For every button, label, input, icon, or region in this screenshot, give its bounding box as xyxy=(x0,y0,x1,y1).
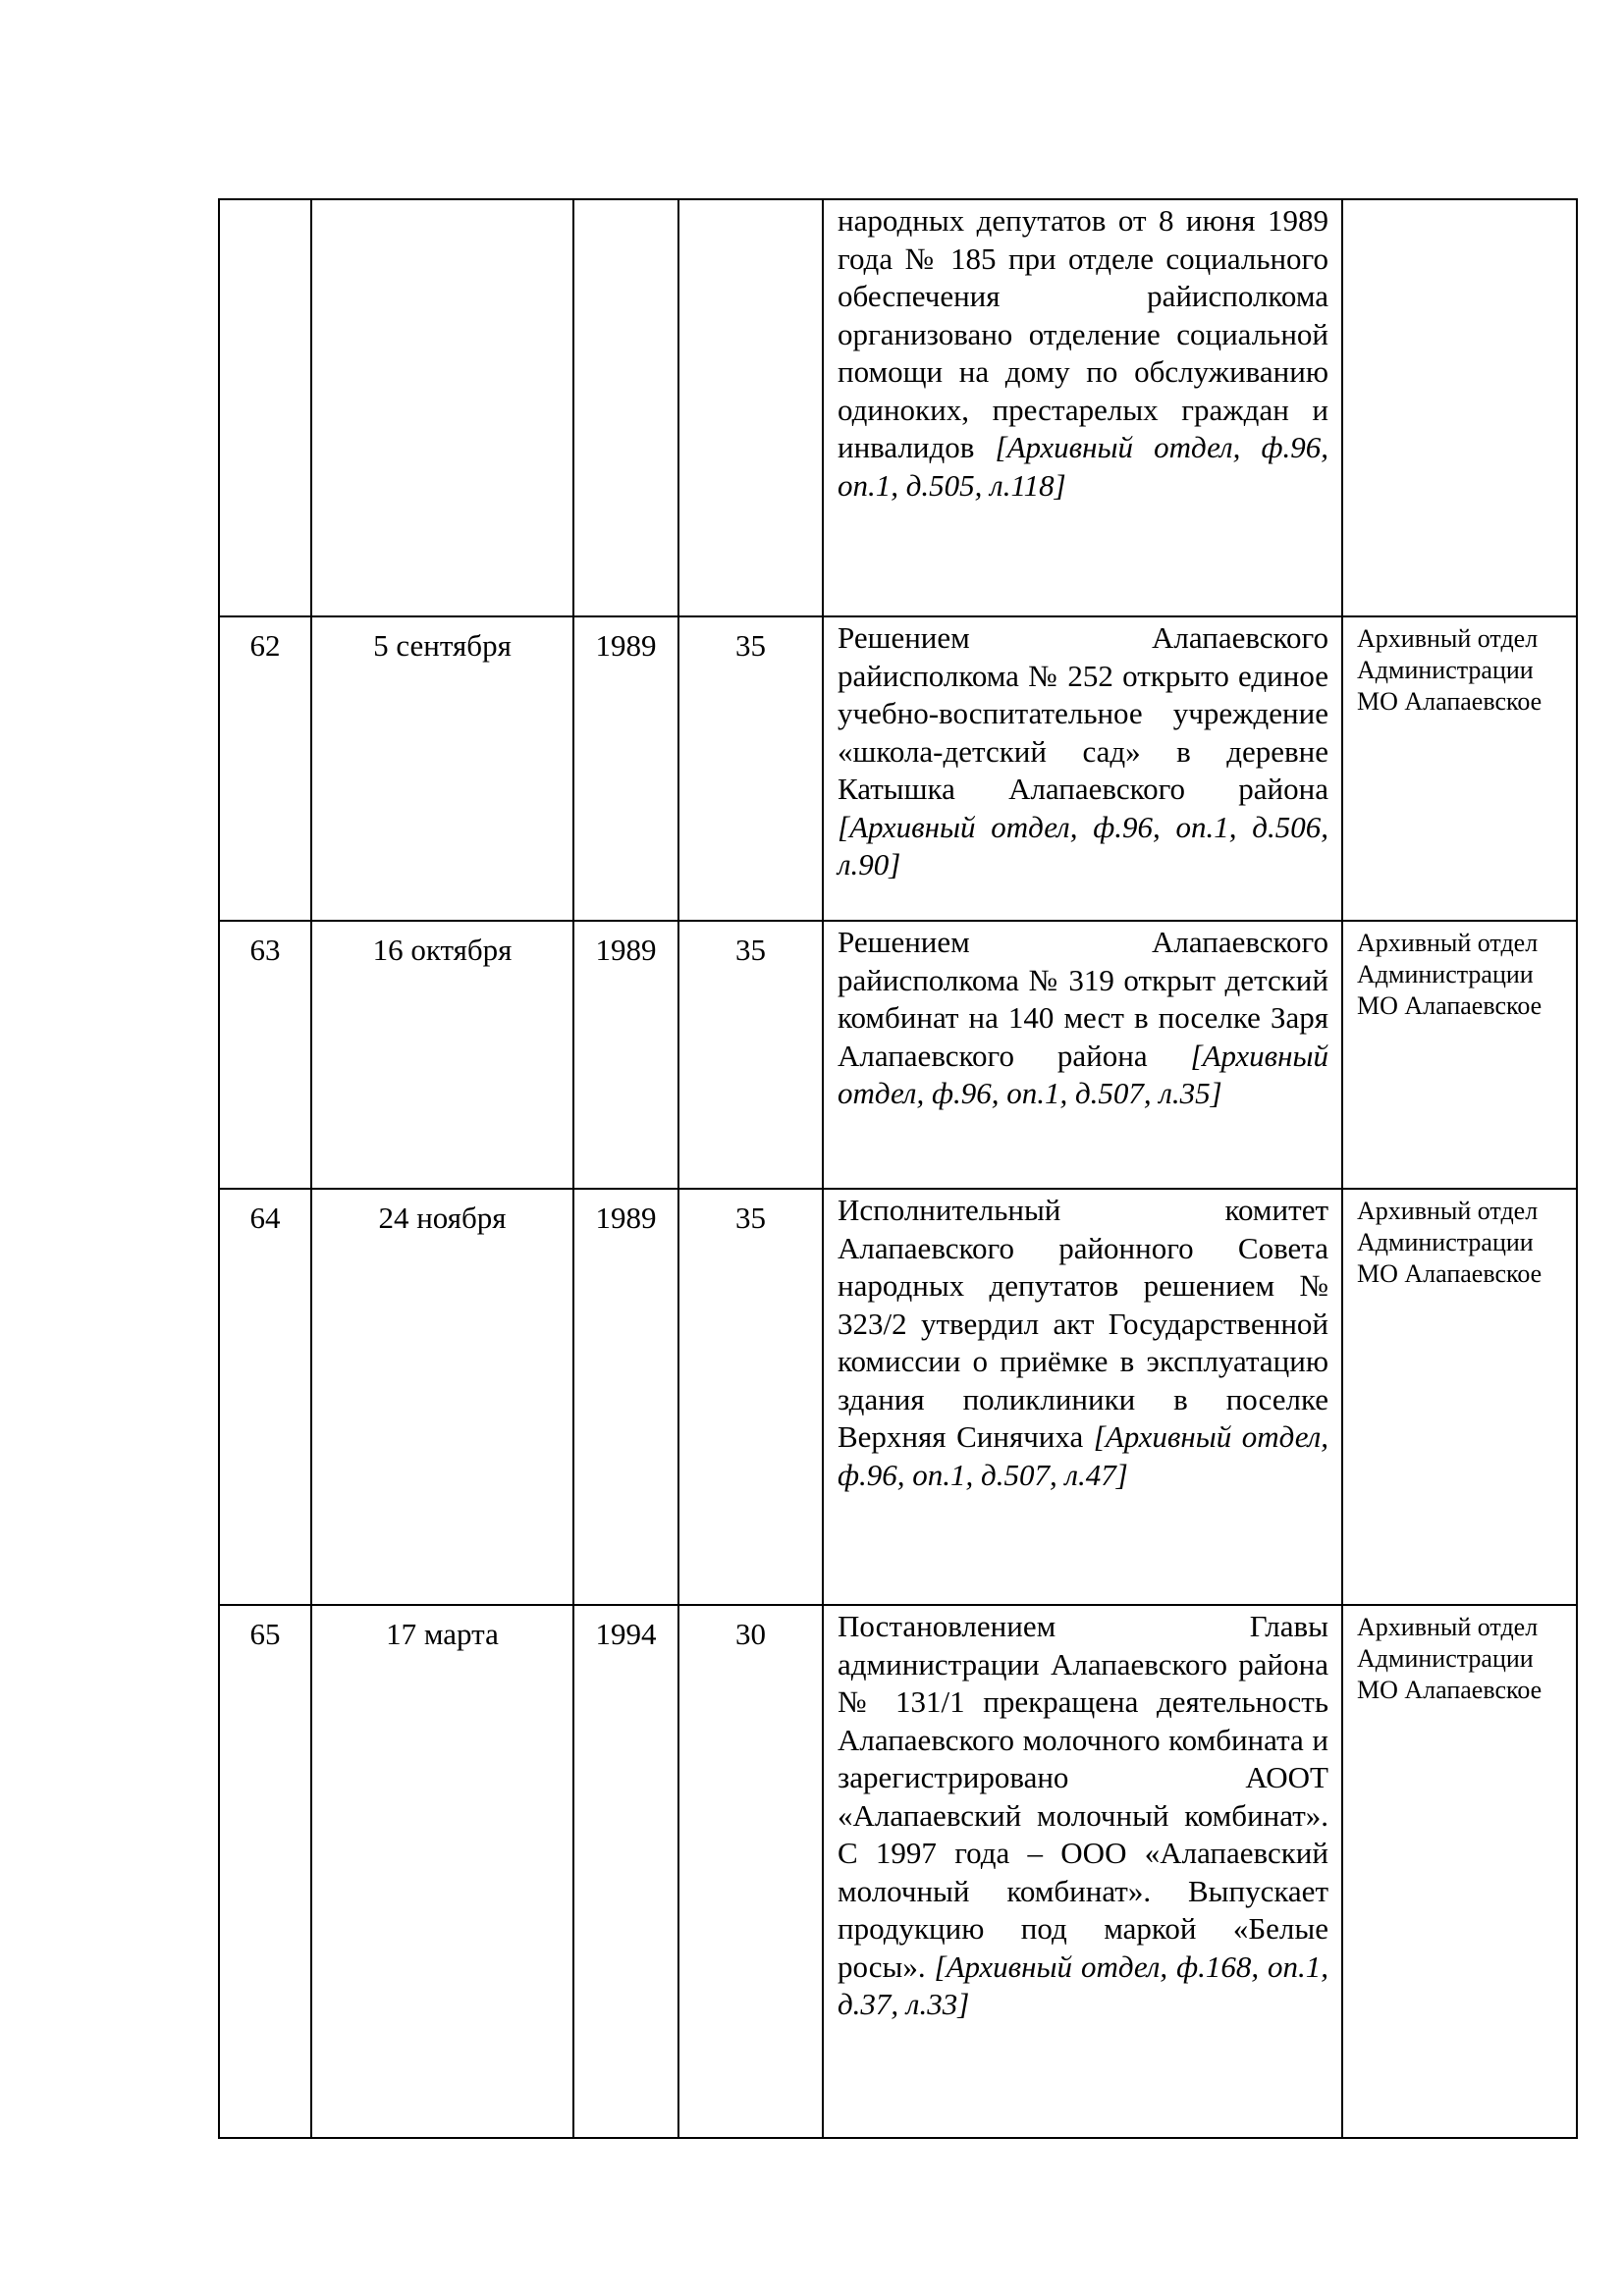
volume-cell: 35 xyxy=(678,1189,823,1605)
volume-cell: 30 xyxy=(678,1605,823,2138)
event-description xyxy=(838,202,1328,505)
storage-location-cell: Архивный отдел Администрации МО Алапаевское xyxy=(1342,616,1577,921)
event-description-cell xyxy=(823,1189,1342,1605)
date-text: 16 октября xyxy=(372,933,513,967)
event-description xyxy=(838,619,1328,884)
date-cell xyxy=(311,1605,573,2138)
table-row xyxy=(219,199,1577,616)
archive-reference: [Архивный отдел, ф.96, оп.1, д.505, л.118] xyxy=(838,430,1328,503)
event-description-cell xyxy=(823,616,1342,921)
event-description xyxy=(838,1192,1328,1494)
archive-reference: [Архивный отдел, ф.168, оп.1, д.37, л.33] xyxy=(838,1949,1329,2021)
date-cell xyxy=(311,921,573,1189)
table-row xyxy=(219,1189,1577,1605)
event-text: Решением Алапаевского райисполкома № 252 открыто единое учебно-воспитательное учреждение «школа-детский сад» в деревне Катышка Алапаевского района xyxy=(838,620,1328,806)
year-cell: 1989 xyxy=(573,921,678,1189)
event-description-cell xyxy=(823,921,1342,1189)
date-text: 17 марта xyxy=(386,1617,499,1651)
row-number-cell: 63 xyxy=(219,921,311,1189)
storage-location-cell: Архивный отдел Администрации МО Алапаевское xyxy=(1342,1189,1577,1605)
event-text: Постановлением Главы администрации Алапаевского района № 131/1 прекращена деятельность Алапаевского молочного комбината и зарегистрировано АООТ «Алапаевский молочный комбинат». С 1997 года – ООО «Алапаевский молочный комбинат». Выпускает продукцию под маркой «Белые росы». xyxy=(838,1609,1328,1984)
archive-reference: [Архивный отдел, ф.96, оп.1, д.507, л.47] xyxy=(838,1419,1328,1492)
row-number-cell: 64 xyxy=(219,1189,311,1605)
event-text: Решением Алапаевского райисполкома № 319 открыт детский комбинат на 140 мест в поселке Заря Алапаевского района xyxy=(838,925,1328,1073)
table-row xyxy=(219,1605,1577,2138)
storage-location-cell xyxy=(1342,199,1577,616)
row-number-cell xyxy=(219,199,311,616)
date-cell xyxy=(311,616,573,921)
year-cell: 1989 xyxy=(573,616,678,921)
date-text: 5 сентября xyxy=(373,628,512,663)
event-description-cell xyxy=(823,1605,1342,2138)
event-description-cell xyxy=(823,199,1342,616)
year-cell xyxy=(573,199,678,616)
year-cell: 1994 xyxy=(573,1605,678,2138)
event-text: Исполнительный комитет Алапаевского районного Совета народных депутатов решением № 323/2 утвердил акт Государственной комиссии о приёмке в эксплуатацию здания поликлиники в поселке Верхняя Синячиха xyxy=(838,1193,1328,1454)
archive-reference: [Архивный отдел, ф.96, оп.1, д.506, л.90] xyxy=(838,809,1328,881)
archive-chronology-table xyxy=(218,198,1578,2139)
volume-cell: 35 xyxy=(678,616,823,921)
volume-cell xyxy=(678,199,823,616)
archive-reference: [Архивный отдел, ф.96, оп.1, д.507, л.35] xyxy=(838,1038,1328,1110)
event-description xyxy=(838,924,1328,1113)
row-number-cell: 62 xyxy=(219,616,311,921)
date-text: 24 ноября xyxy=(378,1201,507,1235)
event-description xyxy=(838,1608,1328,2024)
storage-location-cell: Архивный отдел Администрации МО Алапаевское xyxy=(1342,921,1577,1189)
date-cell xyxy=(311,1189,573,1605)
storage-location-cell: Архивный отдел Администрации МО Алапаевское xyxy=(1342,1605,1577,2138)
volume-cell: 35 xyxy=(678,921,823,1189)
table-row xyxy=(219,921,1577,1189)
event-text: народных депутатов от 8 июня 1989 года № 185 при отделе социального обеспечения райисполкома организовано отделение социальной помощи на дому по обслуживанию одиноких, престарелых граждан и инвалидов xyxy=(838,203,1328,464)
row-number-cell: 65 xyxy=(219,1605,311,2138)
table-row xyxy=(219,616,1577,921)
date-cell xyxy=(311,199,573,616)
year-cell: 1989 xyxy=(573,1189,678,1605)
